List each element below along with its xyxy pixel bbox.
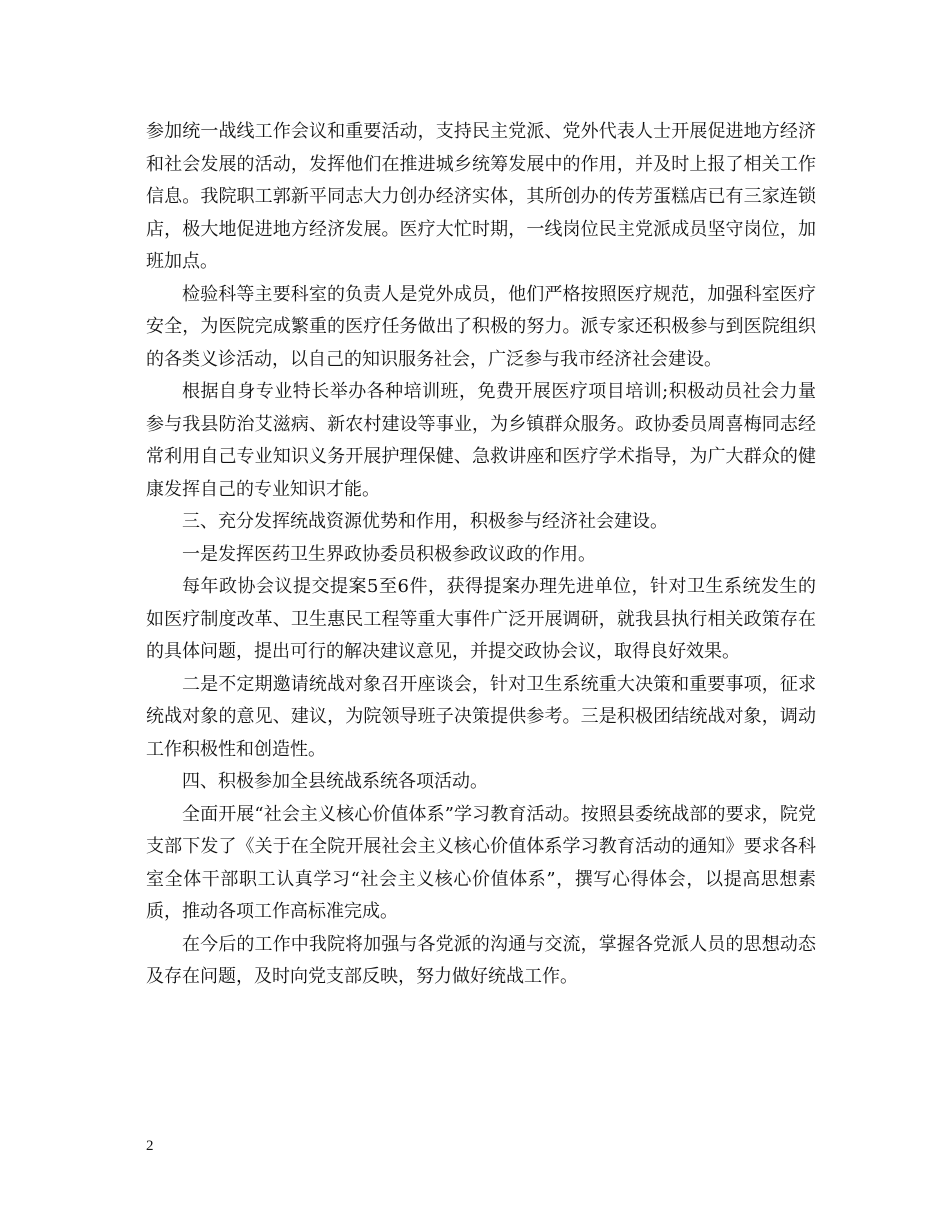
section-heading-4: 四、积极参加全县统战系统各项活动。: [182, 771, 488, 792]
paragraph-7: 二是不定期邀请统战对象召开座谈会，针对卫生系统重大决策和重要事项，征求统战对象的意见、建议，为院领导班子决策提供参考。三是积极团结统战对象，调动工作积极性和创造性。: [146, 673, 816, 760]
paragraph-2: 检验科等主要科室的负责人是党外成员，他们严格按照医疗规范，加强科室医疗安全，为医院完成繁重的医疗任务做出了积极的努力。派专家还积极参与到医院组织的各类义诊活动，以自己的知识服务社会，广泛参与我市经济社会建设。: [146, 283, 816, 370]
paragraph-1: 参加统一战线工作会议和重要活动，支持民主党派、党外代表人士开展促进地方经济和社会发展的活动，发挥他们在推进城乡统筹发展中的作用，并及时上报了相关工作信息。我院职工郭新平同志大力创办经济实体，其所创办的传芳蛋糕店已有三家连锁店，极大地促进地方经济发展。医疗大忙时期，一线岗位民主党派成员坚守岗位，加班加点。: [146, 121, 816, 272]
section-heading-3: 三、充分发挥统战资源优势和作用，积极参与经济社会建设。: [182, 511, 668, 532]
subheading-1: 一是发挥医药卫生界政协委员积极参政议政的作用。: [182, 543, 596, 565]
document-body: [146, 116, 816, 994]
paragraph-3: 根据自身专业特长举办各种培训班，免费开展医疗项目培训;积极动员社会力量参与我县防治艾滋病、新农村建设等事业，为乡镇群众服务。政协委员周喜梅同志经常利用自己专业知识义务开展护理保健、急救讲座和医疗学术指导，为广大群众的健康发挥自己的专业知识才能。: [146, 381, 816, 500]
paragraph-9: 全面开展“社会主义核心价值体系”学习教育活动。按照县委统战部的要求，院党支部下发了《关于在全院开展社会主义核心价值体系学习教育活动的通知》要求各科室全体干部职工认真学习“社会主义核心价值体系”，撰写心得体会，以提高思想素质，推动各项工作高标准完成。: [146, 803, 816, 922]
page-number: 2: [146, 1138, 154, 1154]
paragraph-10: 在今后的工作中我院将加强与各党派的沟通与交流，掌握各党派人员的思想动态及存在问题，及时向党支部反映，努力做好统战工作。: [146, 933, 816, 987]
paragraph-6: 每年政协会议提交提案5至6件，获得提案办理先进单位，针对卫生系统发生的如医疗制度改革、卫生惠民工程等重大事件广泛开展调研，就我县执行相关政策存在的具体问题，提出可行的解决建议意见，并提交政协会议，取得良好效果。: [146, 576, 816, 662]
